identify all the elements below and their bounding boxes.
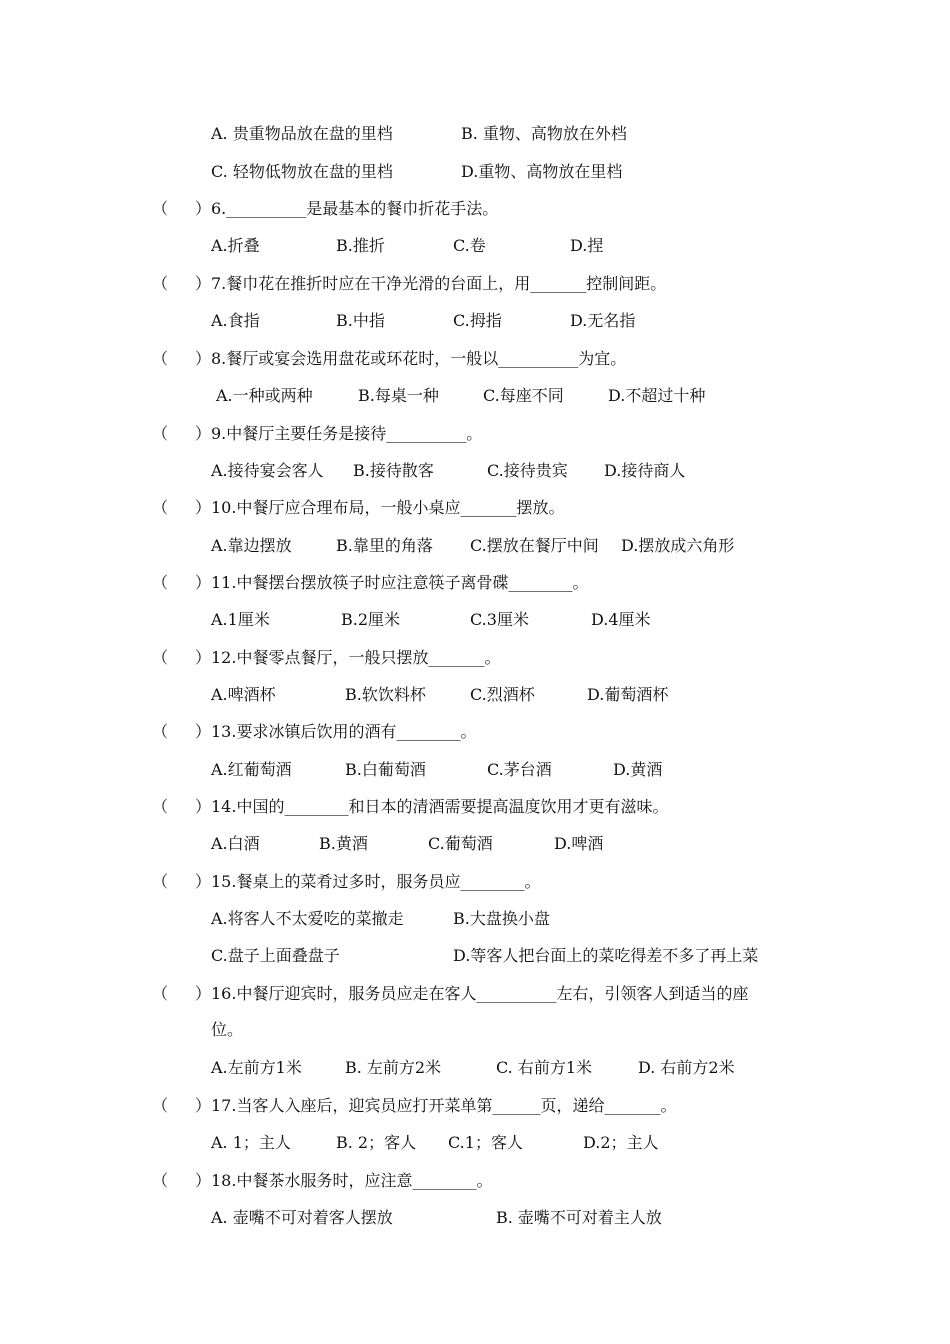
q10-option-c: C.摆放在餐厅中间 — [470, 536, 599, 555]
q7-option-b: B.中指 — [336, 311, 385, 330]
q12-option-a: A.啤酒杯 — [211, 685, 276, 704]
q6-answer-paren: （ — [152, 199, 169, 218]
q18-option-b: B. 壶嘴不可对着主人放 — [496, 1208, 662, 1227]
q7-answer-paren: （ — [152, 274, 169, 293]
q11-stem: ）11.中餐摆台摆放筷子时应注意筷子离骨碟________。 — [195, 573, 589, 592]
q14-option-a: A.白酒 — [211, 834, 260, 853]
q9-answer-paren: （ — [152, 424, 169, 443]
q10-option-a: A.靠边摆放 — [211, 536, 292, 555]
q9-option-b: B.接待散客 — [353, 461, 434, 480]
q8-option-a: A.一种或两种 — [216, 386, 313, 405]
q6-option-c: C.卷 — [453, 236, 486, 255]
q5-option-a: A. 贵重物品放在盘的里档 — [211, 124, 393, 143]
q12-answer-paren: （ — [152, 648, 169, 667]
q9-option-a: A.接待宴会客人 — [211, 461, 324, 480]
q16-stem-continued: 位。 — [211, 1020, 244, 1039]
q6-option-a: A.折叠 — [211, 236, 260, 255]
q12-option-b: B.软饮料杯 — [345, 685, 426, 704]
q13-answer-paren: （ — [152, 722, 169, 741]
q14-stem: ）14.中国的________和日本的清酒需要提高温度饮用才更有滋味。 — [195, 797, 669, 816]
q11-option-b: B.2厘米 — [341, 610, 401, 629]
q15-option-a: A.将客人不太爱吃的菜撤走 — [211, 909, 404, 928]
q17-answer-paren: （ — [152, 1096, 169, 1115]
q15-stem: ）15.餐桌上的菜肴过多时，服务员应________。 — [195, 872, 541, 891]
q14-answer-paren: （ — [152, 797, 169, 816]
q5-option-c: C. 轻物低物放在盘的里档 — [211, 162, 393, 181]
q7-stem: ）7.餐巾花在推折时应在干净光滑的台面上，用_______控制间距。 — [195, 274, 667, 293]
q10-answer-paren: （ — [152, 498, 169, 517]
q8-option-c: C.每座不同 — [483, 386, 564, 405]
q14-option-b: B.黄酒 — [319, 834, 368, 853]
q9-stem: ）9.中餐厅主要任务是接待__________。 — [195, 424, 483, 443]
q12-option-d: D.葡萄酒杯 — [587, 685, 669, 704]
q8-stem: ）8.餐厅或宴会选用盘花或环花时，一般以__________为宜。 — [195, 349, 627, 368]
q17-option-c: C.1；客人 — [448, 1133, 523, 1152]
q10-stem: ）10.中餐厅应合理布局，一般小桌应_______摆放。 — [195, 498, 565, 517]
q17-option-a: A. 1；主人 — [211, 1133, 291, 1152]
q6-stem: ）6.__________是最基本的餐巾折花手法。 — [195, 199, 499, 218]
q16-option-d: D. 右前方2米 — [638, 1058, 735, 1077]
q15-answer-paren: （ — [152, 872, 169, 891]
q13-option-a: A.红葡萄酒 — [211, 760, 292, 779]
q11-option-c: C.3厘米 — [470, 610, 529, 629]
q13-stem: ）13.要求冰镇后饮用的酒有________。 — [195, 722, 477, 741]
q15-option-d: D.等客人把台面上的菜吃得差不多了再上菜 — [453, 946, 759, 965]
q10-option-b: B.靠里的角落 — [336, 536, 433, 555]
q16-option-b: B. 左前方2米 — [345, 1058, 442, 1077]
q16-answer-paren: （ — [152, 984, 169, 1003]
q9-option-c: C.接待贵宾 — [487, 461, 568, 480]
q13-option-c: C.茅台酒 — [487, 760, 552, 779]
q12-stem: ）12.中餐零点餐厅，一般只摆放_______。 — [195, 648, 501, 667]
q11-option-a: A.1厘米 — [211, 610, 270, 629]
q18-option-a: A. 壶嘴不可对着客人摆放 — [211, 1208, 393, 1227]
q16-option-c: C. 右前方1米 — [496, 1058, 593, 1077]
q9-option-d: D.接待商人 — [604, 461, 686, 480]
q16-stem: ）16.中餐厅迎宾时，服务员应走在客人__________左右，引领客人到适当的座 — [195, 984, 749, 1003]
q18-stem: ）18.中餐茶水服务时，应注意________。 — [195, 1171, 493, 1190]
q13-option-d: D.黄酒 — [613, 760, 663, 779]
q5-option-b: B. 重物、高物放在外档 — [461, 124, 627, 143]
q8-option-d: D.不超过十种 — [608, 386, 706, 405]
q17-stem: ）17.当客人入座后，迎宾员应打开菜单第______页，递给_______。 — [195, 1096, 677, 1115]
q15-option-c: C.盘子上面叠盘子 — [211, 946, 340, 965]
q8-answer-paren: （ — [152, 349, 169, 368]
q17-option-b: B. 2；客人 — [336, 1133, 417, 1152]
q13-option-b: B.白葡萄酒 — [345, 760, 426, 779]
q18-answer-paren: （ — [152, 1171, 169, 1190]
q12-option-c: C.烈酒杯 — [470, 685, 535, 704]
q14-option-c: C.葡萄酒 — [428, 834, 493, 853]
q17-option-d: D.2；主人 — [583, 1133, 659, 1152]
q6-option-b: B.推折 — [336, 236, 385, 255]
q6-option-d: D.捏 — [570, 236, 604, 255]
q16-option-a: A.左前方1米 — [211, 1058, 302, 1077]
q8-option-b: B.每桌一种 — [358, 386, 439, 405]
q7-option-d: D.无名指 — [570, 311, 636, 330]
q5-option-d: D.重物、高物放在里档 — [461, 162, 623, 181]
q14-option-d: D.啤酒 — [554, 834, 604, 853]
q7-option-c: C.拇指 — [453, 311, 502, 330]
q15-option-b: B.大盘换小盘 — [453, 909, 550, 928]
q11-answer-paren: （ — [152, 573, 169, 592]
q10-option-d: D.摆放成六角形 — [621, 536, 735, 555]
q11-option-d: D.4厘米 — [591, 610, 651, 629]
q7-option-a: A.食指 — [211, 311, 260, 330]
